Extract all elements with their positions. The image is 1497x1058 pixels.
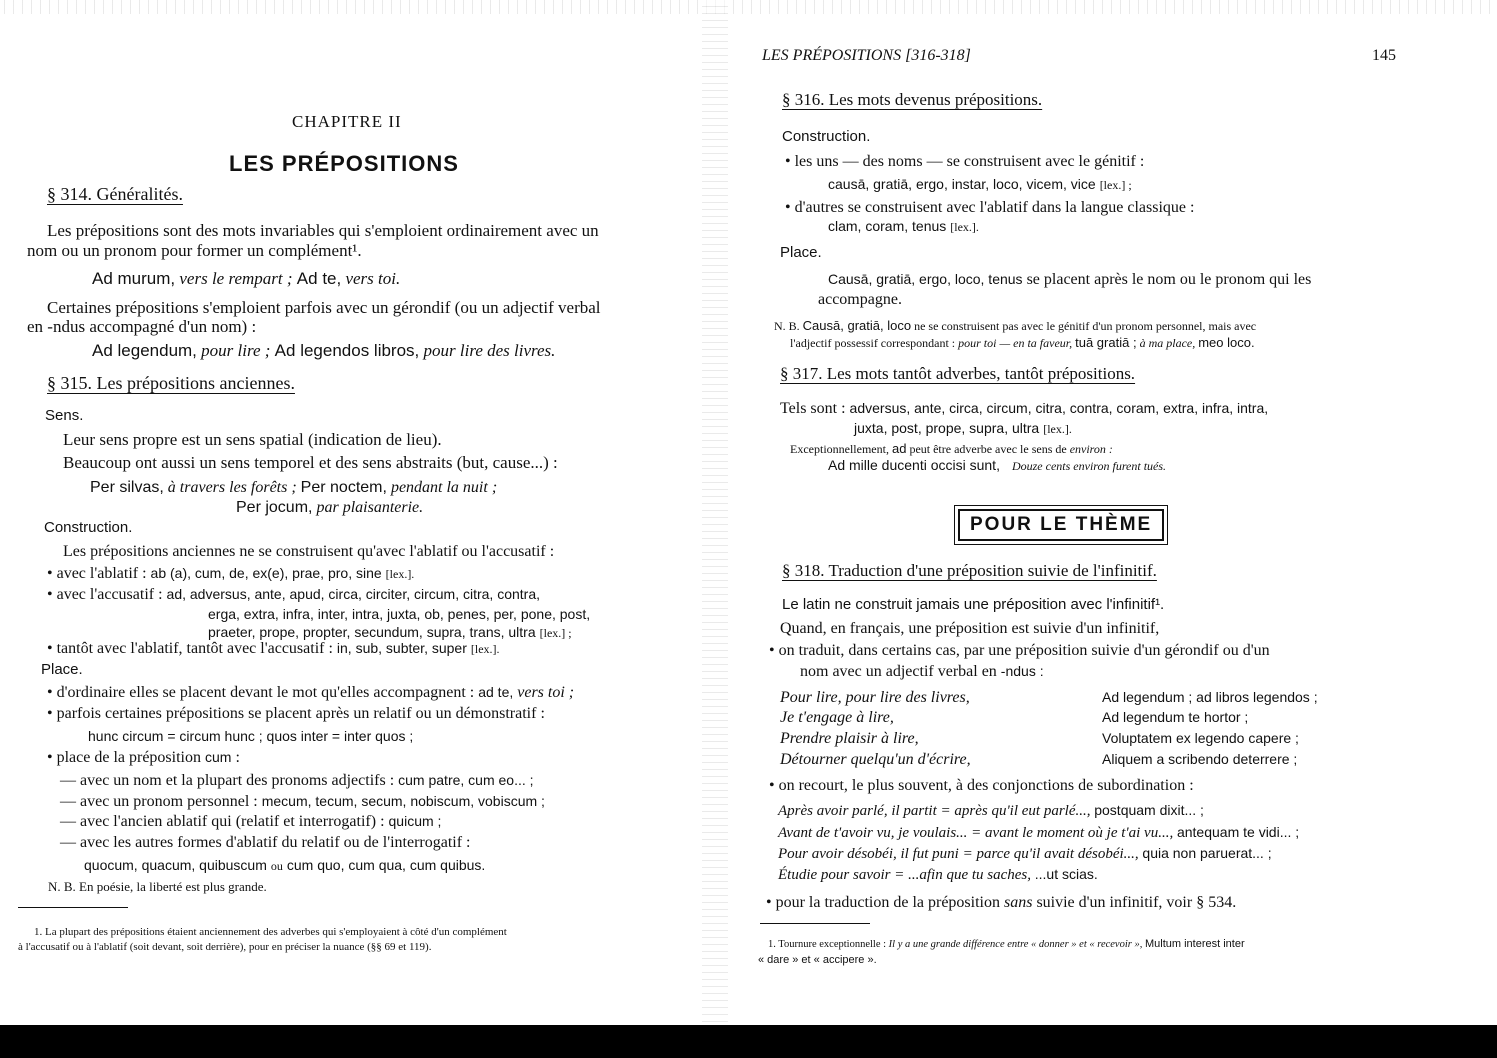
french-translation: Avant de t'avoir vu, je voulais... = avant le moment où je t'ai vu..., [778, 825, 1174, 841]
latin-text: praeter, prope, propter, secundum, supra, trans, ultra [208, 624, 536, 640]
list-item: • parfois certaines prépositions se placent après un relatif ou un démonstratif : [47, 705, 545, 722]
example-line [778, 824, 1299, 842]
footnote: « dare » et « accipere ». [758, 954, 877, 966]
list-item: • on traduit, dans certains cas, par une préposition suivie d'un gérondif ou d'un [769, 642, 1270, 659]
french-translation: environ : [1069, 442, 1113, 456]
list-continuation [800, 663, 1044, 681]
footnote: 1. La plupart des prépositions étaient anciennement des adverbes qui s'employaient à côté d'un complément [34, 926, 507, 938]
conjunction: ou [270, 859, 283, 873]
left-page [0, 0, 705, 1025]
list-item [766, 894, 1236, 912]
footnote-rule [18, 907, 128, 908]
latin-text: Per jocum, [236, 499, 313, 516]
note-label: N. B. [774, 319, 800, 333]
footnote: à l'accusatif ou à l'ablatif (soit devant, soit derrière), pour en préciser la nuance (§§ 69 et 119). [18, 941, 432, 953]
list-item [47, 749, 240, 767]
text: se placent après le nom ou le pronom qui les [1026, 271, 1312, 288]
latin-text: mecum, tecum, secum, nobiscum, vobiscum ; [261, 793, 545, 809]
list-item [47, 640, 500, 658]
paragraph: Beaucoup ont aussi un sens temporel et des sens abstraits (but, cause...) : [63, 453, 558, 472]
latin-text: hunc circum = circum hunc ; quos inter = inter quos ; [88, 728, 414, 744]
text: nom avec un adjectif verbal en [800, 663, 997, 680]
dash-item: — avec les autres formes d'ablatif du relatif ou de l'interrogatif : [60, 834, 471, 851]
text: 1. Tournure exceptionnelle : [768, 939, 887, 950]
section-heading-315: § 315. Les prépositions anciennes. [47, 373, 295, 393]
chapter-title: LES PRÉPOSITIONS [229, 151, 459, 176]
latin-text: adversus, ante, circa, circum, citra, contra, coram, extra, infra, intra, [849, 400, 1269, 416]
table-cell-latin: Ad legendum ; ad libros legendos ; [1102, 689, 1318, 705]
paragraph: accompagne. [818, 291, 902, 308]
example-line [778, 802, 1204, 820]
latin-text: in, sub, subter, super [336, 640, 467, 656]
latin-text: cum quo, cum qua, cum quibus. [286, 857, 486, 873]
paragraph: Quand, en français, une préposition est suivie d'un infinitif, [780, 620, 1160, 637]
french-translation: Étudie pour savoir = ...afin que tu saches, [778, 867, 1032, 883]
list-item: • les uns — des noms — se construisent avec le génitif : [785, 153, 1145, 170]
paragraph: nom ou un pronom pour former un complément¹. [27, 241, 362, 260]
paragraph: en -ndus accompagné d'un nom) : [27, 317, 257, 336]
latin-text: ad te, [478, 684, 514, 700]
note [790, 335, 1255, 351]
section-heading-318: § 318. Traduction d'une préposition suivie de l'infinitif. [782, 561, 1157, 580]
latin-text: Ad mille ducenti occisi sunt, [828, 457, 1000, 473]
latin-text: antequam te vidi... ; [1176, 824, 1300, 840]
latin-text: -ndus : [1000, 663, 1044, 679]
latin-text: ad [891, 441, 907, 456]
text: Tels sont : [780, 400, 846, 417]
paragraph [780, 400, 1268, 418]
running-head: LES PRÉPOSITIONS [316-318] [762, 47, 971, 64]
page-number: 145 [1372, 47, 1396, 64]
latin-text: Multum interest inter [1144, 938, 1245, 950]
dash-item [60, 793, 545, 811]
lex-reference: [lex.] ; [539, 626, 572, 640]
table-cell-french: Je t'engage à lire, [780, 709, 894, 726]
scan-bottom-border [0, 1025, 1497, 1058]
dash-label: — avec un pronom personnel : [60, 793, 258, 810]
footnote [768, 938, 1245, 950]
french-translation: Il y a une grande différence entre « donner » et « recevoir », [888, 939, 1143, 950]
latin-text: cum [205, 749, 232, 765]
paragraph: Les prépositions sont des mots invariables qui s'emploient ordinairement avec un [47, 221, 599, 240]
subheading-construction: Construction. [44, 519, 133, 536]
section-heading-314: § 314. Généralités. [47, 184, 183, 204]
french-translation: Pour avoir désobéi, il fut puni = parce qu'il avait désobéi..., [778, 846, 1139, 862]
subheading-place: Place. [780, 244, 822, 261]
latin-text: Causā, gratiā, loco [802, 318, 912, 333]
rule-statement: Le latin ne construit jamais une préposition avec l'infinitif¹. [782, 596, 1165, 613]
list-label: • place de la préposition [47, 749, 201, 766]
lex-reference: [lex.]. [385, 567, 415, 581]
latin-text: erga, extra, infra, inter, intra, juxta, ob, penes, per, pone, post, [208, 606, 591, 622]
table-cell-latin: Ad legendum te hortor ; [1102, 709, 1249, 725]
latin-text: ad, adversus, ante, apud, circa, circiter, circum, citra, contra, [166, 586, 541, 602]
latin-text: Ad legendos libros, [274, 341, 420, 360]
table-cell-latin: Voluptatem ex legendo capere ; [1102, 730, 1299, 746]
table-cell-french: Détourner quelqu'un d'écrire, [780, 751, 971, 768]
subheading-sens: Sens. [45, 407, 84, 424]
latin-text: juxta, post, prope, supra, ultra [854, 420, 1040, 436]
latin-forms [828, 218, 979, 236]
latin-text: causā, gratiā, ergo, instar, loco, vicem, vice [828, 176, 1096, 192]
example-line [236, 499, 423, 517]
text: peut être adverbe avec le sens de [909, 442, 1067, 456]
paragraph: Leur sens propre est un sens spatial (indication de lieu). [63, 430, 442, 449]
latin-text: postquam dixit... ; [1094, 802, 1204, 818]
lex-reference: [lex.]. [470, 642, 500, 656]
footnote-rule [760, 923, 870, 924]
note [774, 318, 1256, 334]
list-item [47, 565, 414, 583]
list-label: • avec l'accusatif : [47, 586, 163, 603]
chapter-label: CHAPITRE II [292, 112, 402, 131]
latin-text: clam, coram, tenus [828, 218, 947, 234]
lex-reference: [lex.]. [950, 220, 979, 234]
latin-forms [854, 420, 1072, 438]
latin-text: Per noctem, [300, 479, 387, 496]
table-cell-french: Prendre plaisir à lire, [780, 730, 919, 747]
list-item [47, 586, 540, 604]
french-translation: Douze cents environ furent tués. [1011, 459, 1167, 473]
lex-reference: [lex.]. [1043, 422, 1072, 436]
dash-label: — avec l'ancien ablatif qui (relatif et interrogatif) : [60, 813, 385, 830]
note: N. B. En poésie, la liberté est plus grande. [48, 879, 267, 894]
latin-text: quicum ; [388, 813, 442, 829]
right-page [722, 0, 1497, 1025]
latin-text: ...ut scias. [1034, 866, 1098, 882]
french-translation: à travers les forêts ; [167, 479, 297, 496]
latin-text: Ad murum, [92, 269, 176, 288]
french-translation: pour lire ; [201, 341, 271, 360]
list-label: • tantôt avec l'ablatif, tantôt avec l'accusatif : [47, 640, 333, 657]
dash-label: — avec un nom et la plupart des pronoms adjectifs : [60, 772, 395, 789]
latin-text: Causā, gratiā, ergo, loco, tenus [828, 271, 1023, 287]
dash-item [60, 772, 534, 790]
text: l'adjectif possessif correspondant : [790, 336, 956, 350]
french-translation: pour toi — en ta faveur, [958, 336, 1073, 350]
french-translation: vers toi ; [517, 684, 575, 701]
latin-text: tuā gratiā ; [1075, 335, 1137, 350]
latin-text: Per silvas, [90, 479, 164, 496]
paragraph: Certaines prépositions s'emploient parfois avec un gérondif (ou un adjectif verbal [47, 298, 601, 317]
french-translation: pour lire des livres. [423, 341, 556, 360]
french-translation: vers le rempart ; [179, 269, 293, 288]
list-label: • avec l'ablatif : [47, 565, 147, 582]
table-cell-latin: Aliquem a scribendo deterrere ; [1102, 751, 1298, 767]
punctuation: : [235, 749, 240, 766]
emphasis: sans [1003, 894, 1033, 911]
paragraph [828, 271, 1311, 289]
section-heading-317: § 317. Les mots tantôt adverbes, tantôt prépositions. [780, 364, 1136, 383]
paragraph: Les prépositions anciennes ne se construisent qu'avec l'ablatif ou l'accusatif : [63, 543, 555, 560]
subheading-place: Place. [41, 661, 83, 678]
french-translation: vers toi. [345, 269, 401, 288]
example-line [778, 845, 1272, 863]
example-line [778, 866, 1098, 884]
text: • pour la traduction de la préposition [766, 894, 1000, 911]
text: suivie d'un infinitif, voir § 534. [1036, 894, 1237, 911]
latin-text: meo loco. [1198, 335, 1255, 350]
latin-forms [828, 176, 1132, 194]
list-item: • d'autres se construisent avec l'ablatif dans la langue classique : [785, 199, 1195, 216]
latin-text: Ad te, [296, 269, 342, 288]
list-item: • on recourt, le plus souvent, à des conjonctions de subordination : [769, 777, 1194, 794]
latin-text: quocum, quacum, quibuscum [84, 857, 267, 873]
list-label: • d'ordinaire elles se placent devant le mot qu'elles accompagnent : [47, 684, 475, 701]
latin-text: Ad legendum, [92, 341, 197, 360]
example-line [90, 479, 497, 497]
french-translation: Après avoir parlé, il partit = après qu'il eut parlé..., [778, 803, 1091, 819]
note [790, 441, 1113, 457]
french-translation: par plaisanterie. [316, 499, 424, 516]
example-line [92, 341, 555, 361]
list-item [47, 684, 574, 702]
text: ne se construisent pas avec le génitif d'un pronom personnel, mais avec [914, 319, 1257, 333]
lex-reference: [lex.] ; [1099, 178, 1132, 192]
latin-text: cum patre, cum eo... ; [398, 772, 534, 788]
example-line [828, 457, 1166, 475]
theme-box: POUR LE THÈME [958, 509, 1164, 541]
french-translation: à ma place, [1139, 336, 1196, 350]
french-translation: pendant la nuit ; [390, 479, 498, 496]
section-heading-316: § 316. Les mots devenus prépositions. [782, 90, 1043, 109]
example-line [92, 269, 400, 289]
dash-item [60, 813, 441, 831]
latin-forms [84, 857, 485, 875]
text: Exceptionnellement, [790, 442, 889, 456]
latin-text: ab (a), cum, de, ex(e), prae, pro, sine [150, 565, 382, 581]
latin-text: quia non paruerat... ; [1142, 845, 1272, 861]
table-cell-french: Pour lire, pour lire des livres, [780, 689, 970, 706]
subheading-construction: Construction. [782, 128, 871, 145]
